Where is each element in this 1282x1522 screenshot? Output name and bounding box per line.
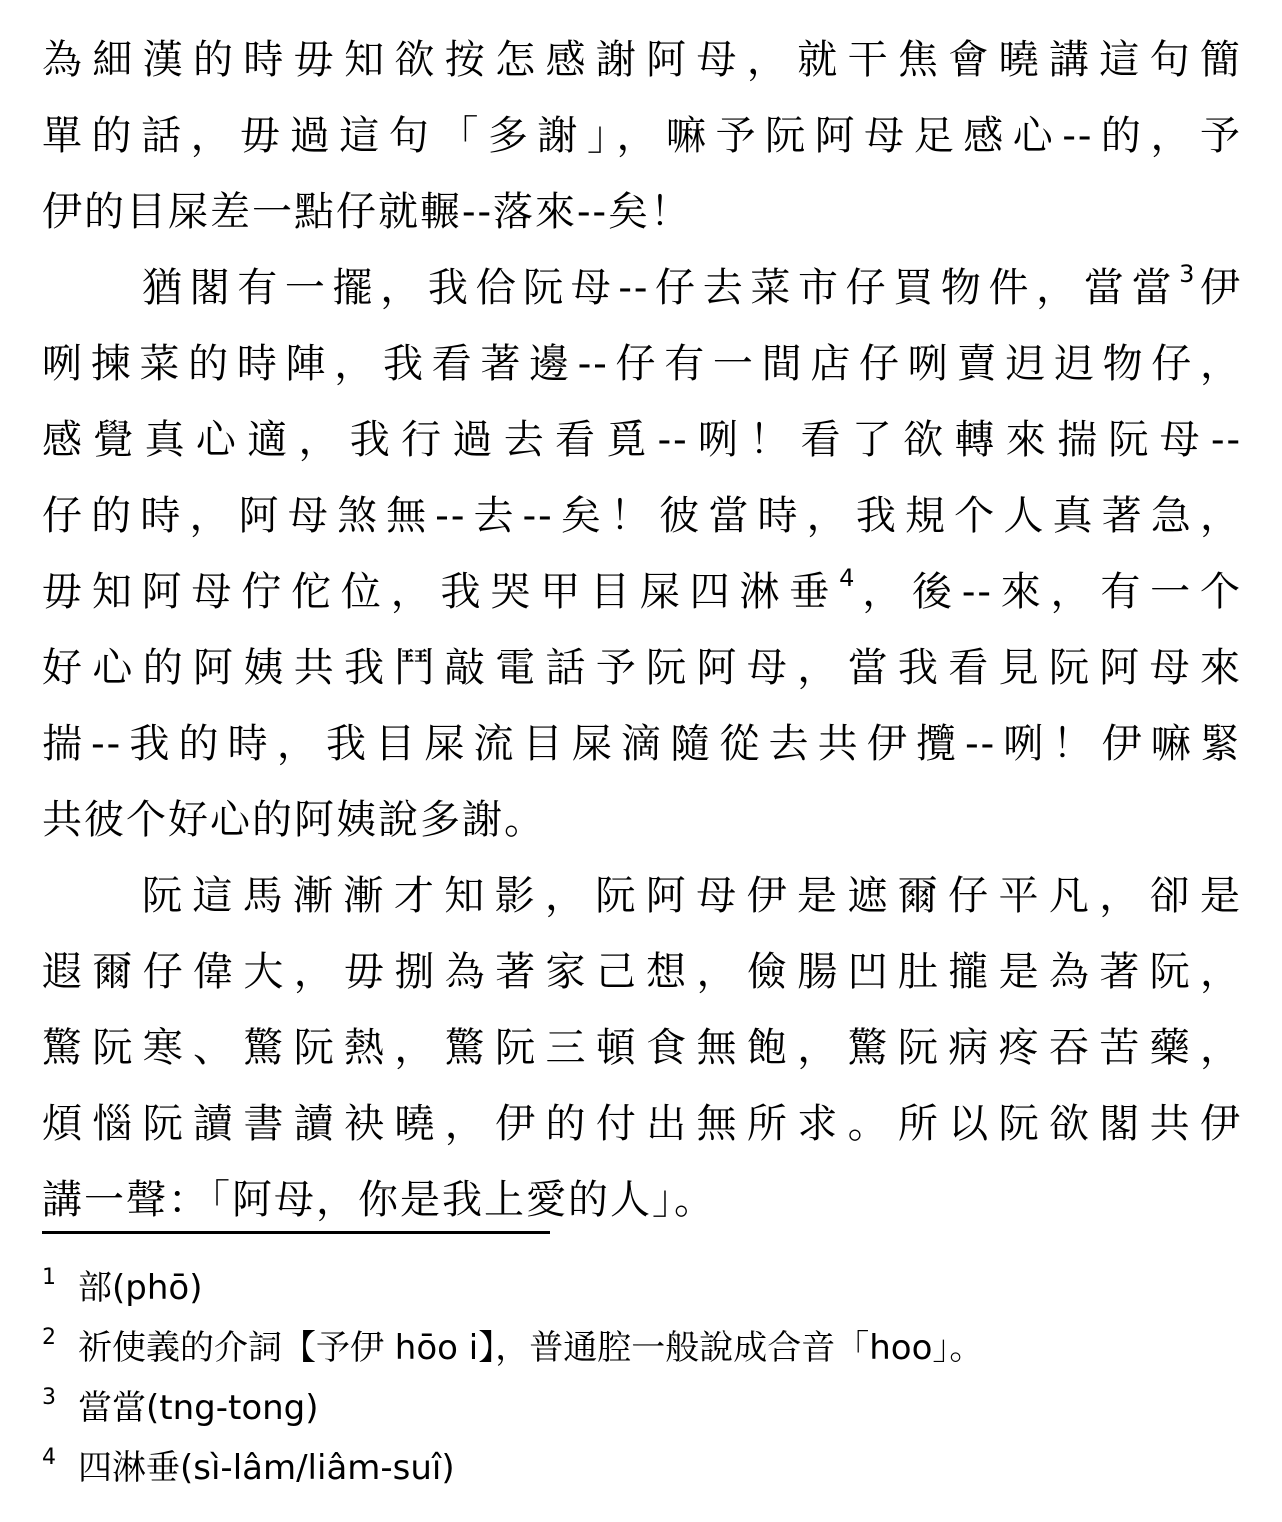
body-text: 伊 — [1194, 265, 1243, 311]
body-line: 單的話，毋過這句「多謝」，嘛予阮阿母足感心--的，予 — [42, 113, 1242, 159]
body-text: 猶閣有一擺，我佮阮母--仔去菜市仔買物件，當當 — [142, 265, 1180, 311]
body-line: 阮這馬漸漸才知影，阮阿母伊是遮爾仔平凡，卻是 — [142, 873, 1242, 919]
footnote-separator — [42, 1231, 550, 1234]
body-line: 揣--我的時，我目屎流目屎滴隨從去共伊攬--咧！伊嘛緊 — [42, 721, 1242, 767]
body-line: 遐爾仔偉大，毋捌為著家己想，儉腸凹肚攏是為著阮， — [42, 949, 1242, 995]
body-line: 伊的目屎差一點仔就輾--落來--矣！ — [42, 189, 693, 235]
body-line: 講一聲：「阿母，你是我上愛的人」。 — [42, 1177, 716, 1223]
body-line: 共彼个好心的阿姨說多謝。 — [42, 797, 546, 843]
body-text: ，後--來，有一个 — [854, 569, 1242, 615]
footnote-ref-4[interactable]: 4 — [839, 563, 855, 592]
footnote-text: 四淋垂(sì-lâm/liâm-suî) — [78, 1448, 455, 1488]
footnote-text: 祈使義的介詞【予伊 hōo i】，普通腔一般說成合音「hoo」。 — [78, 1328, 984, 1368]
body-line — [42, 554, 1242, 630]
footnote-text: 部(phō) — [78, 1268, 203, 1308]
footnote: 3 當當(tng-tong) — [42, 1380, 319, 1436]
body-line: 咧揀菜的時陣，我看著邊--仔有一間店仔咧賣迌迌物仔， — [42, 341, 1242, 387]
footnote: 2 祈使義的介詞【予伊 hōo i】，普通腔一般說成合音「hoo」。 — [42, 1320, 983, 1376]
body-line: 好心的阿姨共我鬥敲電話予阮阿母，當我看見阮阿母來 — [42, 645, 1242, 691]
body-line — [42, 250, 1242, 326]
body-line: 仔的時，阿母煞無--去--矣！彼當時，我規个人真著急， — [42, 493, 1242, 539]
body-line: 為細漢的時毋知欲按怎感謝阿母，就干焦會曉講這句簡 — [42, 37, 1242, 83]
body-text: 毋知阿母佇佗位，我哭甲目屎四淋垂 — [42, 569, 840, 615]
footnote: 4 四淋垂(sì-lâm/liâm-suî) — [42, 1440, 455, 1496]
footnote-ref-3[interactable]: 3 — [1179, 259, 1195, 288]
body-line: 煩惱阮讀書讀袂曉，伊的付出無所求。所以阮欲閣共伊 — [42, 1101, 1242, 1147]
body-line: 驚阮寒、驚阮熱，驚阮三頓食無飽，驚阮病疼吞苦藥， — [42, 1025, 1242, 1071]
footnote: 1 部(phō) — [42, 1260, 202, 1316]
footnote-text: 當當(tng-tong) — [78, 1388, 319, 1428]
body-line: 感覺真心適，我行過去看覓--咧！看了欲轉來揣阮母-- — [42, 417, 1242, 463]
